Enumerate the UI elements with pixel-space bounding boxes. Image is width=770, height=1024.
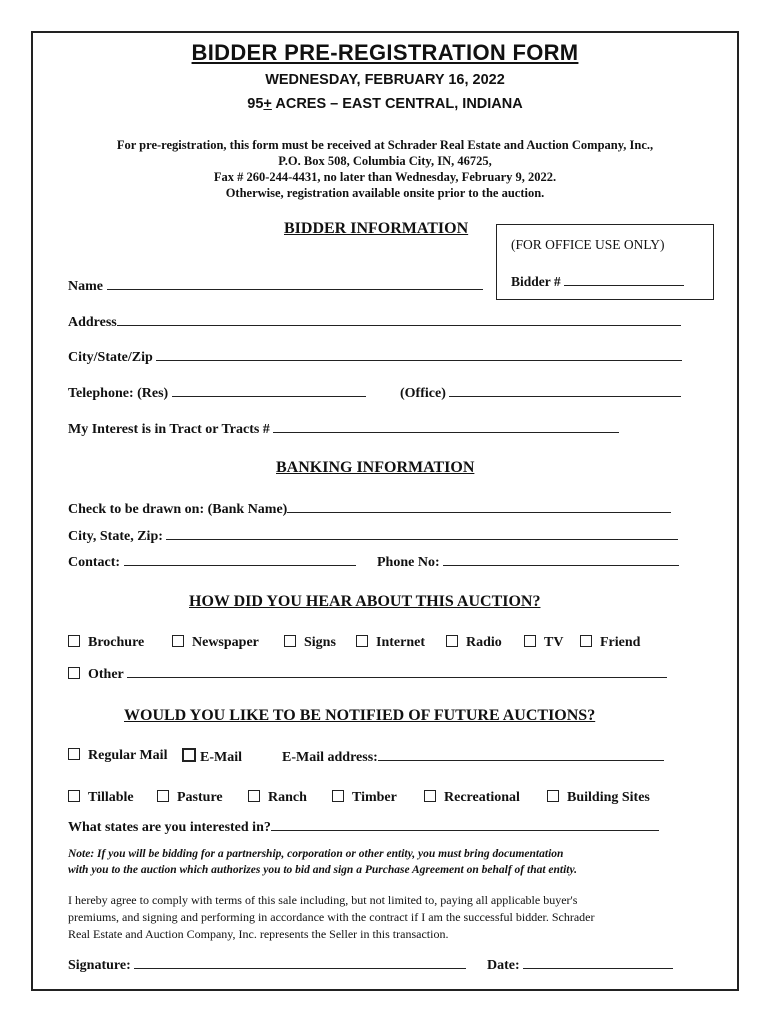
auction-acres: 95+ ACRES – EAST CENTRAL, INDIANA [247,96,523,112]
option-tillable[interactable]: Tillable [68,790,134,806]
option-timber[interactable]: Timber [332,790,397,806]
timber-checkbox[interactable] [332,790,344,802]
option-signs[interactable]: Signs [284,635,336,651]
option-radio[interactable]: Radio [446,635,502,651]
option-tv[interactable]: TV [524,635,563,651]
recreational-checkbox[interactable] [424,790,436,802]
signature-field[interactable]: Signature: [68,956,466,974]
city-state-zip-field[interactable]: City/State/Zip [68,348,682,366]
agreement-text: I hereby agree to comply with terms of this sale including, but not limited to, paying all applicable buyer's premiums, and signing and performing in accordance with the contract if I am the successful bidder. Schrader Real Estate and Auction Company, Inc. represents the Seller in this transaction. [68,893,595,941]
radio-checkbox[interactable] [446,635,458,647]
bank-contact-field[interactable]: Contact: [68,553,356,571]
form-title: BIDDER PRE-REGISTRATION FORM [191,40,579,65]
states-interest-field[interactable]: What states are you interested in? [68,818,659,836]
option-building-sites[interactable]: Building Sites [547,790,650,806]
tillable-checkbox[interactable] [68,790,80,802]
address-field[interactable]: Address [68,313,681,331]
option-friend[interactable]: Friend [580,635,640,651]
bank-phone-field[interactable]: Phone No: [377,553,679,571]
brochure-checkbox[interactable] [68,635,80,647]
tract-interest-field[interactable]: My Interest is in Tract or Tracts # [68,420,619,438]
email-address-field[interactable]: E-Mail address: [282,748,664,766]
telephone-office-field[interactable]: (Office) [400,384,681,402]
friend-checkbox[interactable] [580,635,592,647]
option-brochure[interactable]: Brochure [68,635,144,651]
signs-checkbox[interactable] [284,635,296,647]
how-heard-heading: HOW DID YOU HEAR ABOUT THIS AUCTION? [189,593,541,610]
notify-heading: WOULD YOU LIKE TO BE NOTIFIED OF FUTURE AUCTIONS? [124,707,596,724]
preregistration-instructions: For pre-registration, this form must be received at Schrader Real Estate and Auction Company, Inc., P.O. Box 508, Columbia City, IN, 46725, Fax # 260-244-4431, no later than Wednesday, February 9, 2022. Otherwise, registration available onsite prior to the auction. [116,138,654,200]
option-recreational[interactable]: Recreational [424,790,520,806]
other-checkbox[interactable] [68,667,80,679]
option-ranch[interactable]: Ranch [248,790,307,806]
email-checkbox[interactable] [182,748,196,762]
banking-info-heading: BANKING INFORMATION [276,459,475,476]
name-field[interactable]: Name [68,277,483,295]
option-internet[interactable]: Internet [356,635,425,651]
date-field[interactable]: Date: [487,956,673,974]
office-use-label: (FOR OFFICE USE ONLY) [511,237,665,252]
option-regular-mail[interactable]: Regular Mail [68,748,167,764]
option-newspaper[interactable]: Newspaper [172,635,259,651]
tv-checkbox[interactable] [524,635,536,647]
bidder-number-field[interactable]: Bidder # [511,273,684,290]
regular-mail-checkbox[interactable] [68,748,80,760]
newspaper-checkbox[interactable] [172,635,184,647]
option-pasture[interactable]: Pasture [157,790,223,806]
option-email[interactable]: E-Mail [182,748,242,766]
building-sites-checkbox[interactable] [547,790,559,802]
option-other[interactable]: Other [68,665,667,683]
pasture-checkbox[interactable] [157,790,169,802]
office-use-box [496,224,714,300]
internet-checkbox[interactable] [356,635,368,647]
telephone-res-field[interactable]: Telephone: (Res) [68,384,366,402]
entity-note: Note: If you will be bidding for a partnership, corporation or other entity, you must bring documentation with you to the auction which authorizes you to bid and sign a Purchase Agreement on behalf of that entity. [68,848,578,876]
bank-city-state-zip-field[interactable]: City, State, Zip: [68,527,678,545]
auction-date: WEDNESDAY, FEBRUARY 16, 2022 [265,72,505,88]
ranch-checkbox[interactable] [248,790,260,802]
bidder-info-heading: BIDDER INFORMATION [284,220,469,237]
bank-name-field[interactable]: Check to be drawn on: (Bank Name) [68,500,671,518]
